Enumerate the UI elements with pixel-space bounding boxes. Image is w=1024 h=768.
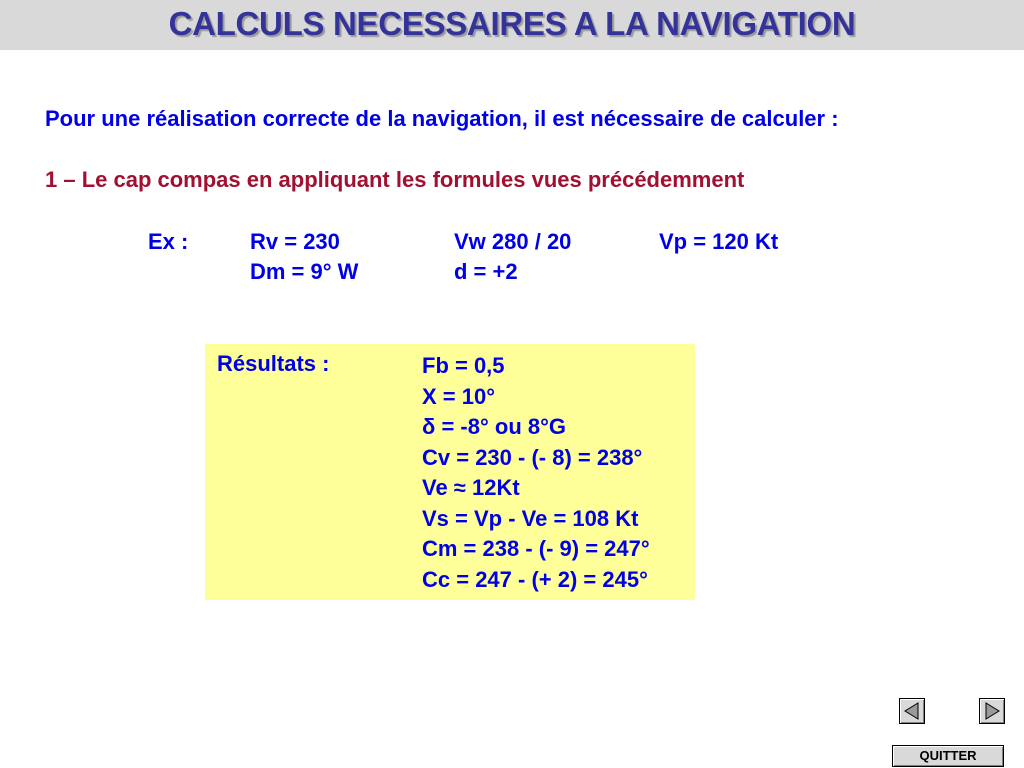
results-label: Résultats : — [217, 351, 330, 376]
result-x: X = 10° — [422, 383, 496, 409]
step-1-text: 1 – Le cap compas en appliquant les formules vues précédemment — [45, 167, 745, 192]
results-list — [422, 351, 650, 595]
page-title: CALCULS NECESSAIRES A LA NAVIGATION — [168, 5, 856, 42]
result-vs: Vs = Vp - Ve = 108 Kt — [422, 505, 639, 531]
triangle-left-icon — [903, 702, 921, 720]
quit-button[interactable]: QUITTER — [892, 745, 1004, 767]
result-fb: Fb = 0,5 — [422, 353, 505, 378]
example-rv: Rv = 230 — [250, 229, 340, 254]
results-box — [205, 344, 695, 600]
previous-button[interactable] — [899, 698, 925, 724]
example-dm: Dm = 9° W — [250, 259, 359, 284]
example-vp: Vp = 120 Kt — [659, 229, 779, 254]
result-cv: Cv = 230 - (- 8) = 238° — [422, 444, 643, 470]
example-vw: Vw 280 / 20 — [454, 229, 572, 254]
intro-text: Pour une réalisation correcte de la navigation, il est nécessaire de calculer : — [45, 106, 839, 131]
example-d: d = +2 — [454, 259, 518, 284]
triangle-right-icon — [983, 702, 1001, 720]
example-label: Ex : — [148, 229, 189, 254]
result-cc: Cc = 247 - (+ 2) = 245° — [422, 566, 648, 592]
result-delta: δ = -8° ou 8°G — [422, 414, 567, 439]
result-cm: Cm = 238 - (- 9) = 247° — [422, 536, 650, 561]
result-ve: Ve ≈ 12Kt — [422, 475, 520, 500]
next-button[interactable] — [979, 698, 1005, 724]
